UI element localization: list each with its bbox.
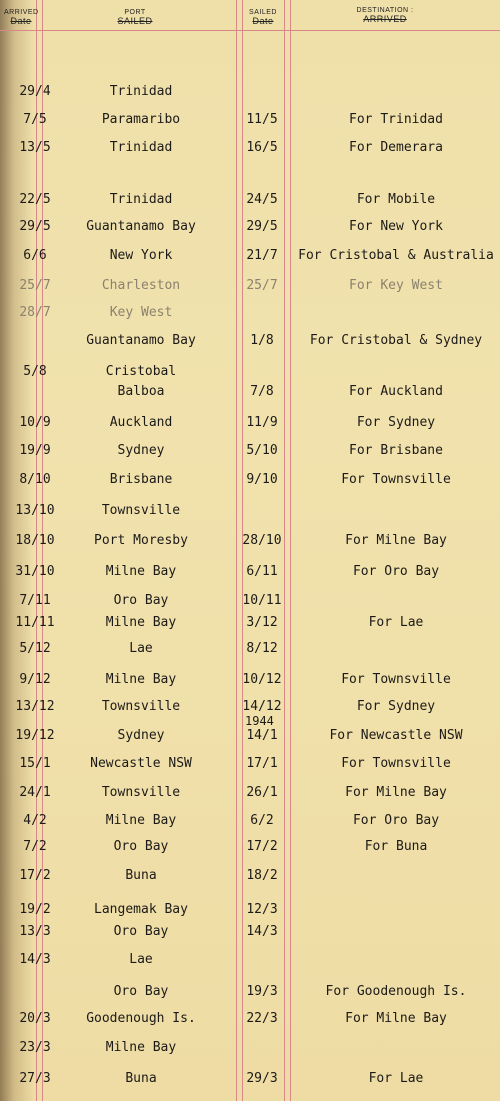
sailed-date: 11/9 bbox=[246, 415, 278, 430]
arrived-date: 10/9 bbox=[19, 415, 51, 430]
sailed-date: 14/1 bbox=[246, 728, 278, 743]
ledger-row bbox=[0, 813, 500, 831]
arrived-date: 7/11 bbox=[19, 593, 51, 608]
port-name: Townsville bbox=[101, 699, 181, 714]
sailed-date: 11/5 bbox=[246, 112, 278, 127]
destination: For Demerara bbox=[349, 140, 443, 155]
sailed-date: 26/1 bbox=[246, 785, 278, 800]
ledger-row bbox=[0, 902, 500, 920]
ledger-row bbox=[0, 1011, 500, 1029]
ledger-row bbox=[0, 443, 500, 461]
ledger-row bbox=[0, 364, 500, 382]
arrived-date: 13/5 bbox=[19, 140, 51, 155]
arrived-date: 7/2 bbox=[23, 839, 47, 854]
sailed-date: 5/10 bbox=[246, 443, 278, 458]
destination: For Newcastle NSW bbox=[329, 728, 463, 743]
arrived-date: 13/3 bbox=[19, 924, 51, 939]
destination: For Lae bbox=[368, 615, 424, 630]
ledger-row bbox=[0, 384, 500, 402]
ledger-row bbox=[0, 728, 500, 746]
sailed-date: 14/3 bbox=[246, 924, 278, 939]
port-name: Oro Bay bbox=[113, 924, 169, 939]
destination: For Oro Bay bbox=[352, 564, 440, 579]
arrived-date: 11/11 bbox=[15, 615, 55, 630]
sailed-date: 29/3 bbox=[246, 1071, 278, 1086]
ledger-row bbox=[0, 672, 500, 690]
arrived-date: 5/12 bbox=[19, 641, 51, 656]
arrived-date: 17/2 bbox=[19, 868, 51, 883]
destination: For Mobile bbox=[356, 192, 436, 207]
arrived-date: 28/7 bbox=[19, 305, 51, 320]
sailed-date: 19/3 bbox=[246, 984, 278, 999]
ledger-row bbox=[0, 1071, 500, 1089]
port-name: New York bbox=[109, 248, 173, 263]
arrived-date: 29/4 bbox=[19, 84, 51, 99]
ledger-row bbox=[0, 472, 500, 490]
arrived-date: 9/12 bbox=[19, 672, 51, 687]
ledger-row bbox=[0, 305, 500, 323]
arrived-date: 31/10 bbox=[15, 564, 55, 579]
ledger-row bbox=[0, 839, 500, 857]
destination: For Cristobal & Australia bbox=[298, 248, 494, 263]
port-name: Goodenough Is. bbox=[86, 1011, 196, 1026]
port-name: Guantanamo Bay bbox=[86, 333, 196, 348]
arrived-date: 19/9 bbox=[19, 443, 51, 458]
port-name: Milne Bay bbox=[105, 564, 177, 579]
header-sailed-struck: SAILED bbox=[117, 16, 153, 26]
arrived-date: 25/7 bbox=[19, 278, 51, 293]
destination: For Buna bbox=[364, 839, 428, 854]
arrived-date: 29/5 bbox=[19, 219, 51, 234]
ledger-row bbox=[0, 333, 500, 351]
sailed-date: 14/12 bbox=[242, 699, 282, 714]
port-name: Oro Bay bbox=[113, 593, 169, 608]
sailed-date: 12/3 bbox=[246, 902, 278, 917]
sailed-date: 7/8 bbox=[250, 384, 274, 399]
header-sailed bbox=[243, 8, 283, 26]
header-arrived bbox=[4, 8, 38, 26]
header-port-label: PORT bbox=[124, 9, 146, 16]
destination: For Oro Bay bbox=[352, 813, 440, 828]
ledger-row bbox=[0, 192, 500, 210]
arrived-date: 22/5 bbox=[19, 192, 51, 207]
port-name: Sydney bbox=[117, 443, 165, 458]
destination: For Key West bbox=[349, 278, 443, 293]
destination: For Milne Bay bbox=[345, 1011, 447, 1026]
arrived-date: 14/3 bbox=[19, 952, 51, 967]
sailed-date: 17/1 bbox=[246, 756, 278, 771]
ledger-row bbox=[0, 140, 500, 158]
destination: For Townsville bbox=[341, 672, 451, 687]
destination: For Lae bbox=[368, 1071, 424, 1086]
port-name: Auckland bbox=[109, 415, 173, 430]
arrived-date: 23/3 bbox=[19, 1040, 51, 1055]
ledger-row bbox=[0, 952, 500, 970]
ledger-row bbox=[0, 924, 500, 942]
destination: For Trinidad bbox=[349, 112, 443, 127]
sailed-date: 18/2 bbox=[246, 868, 278, 883]
ledger-row bbox=[0, 84, 500, 102]
ledger-row bbox=[0, 533, 500, 551]
port-name: Lae bbox=[129, 952, 153, 967]
sailed-date: 9/10 bbox=[246, 472, 278, 487]
port-name: Townsville bbox=[101, 503, 181, 518]
port-name: Milne Bay bbox=[105, 615, 177, 630]
port-name: Guantanamo Bay bbox=[86, 219, 196, 234]
port-name: Cristobal bbox=[105, 364, 177, 379]
sailed-date: 28/10 bbox=[242, 533, 282, 548]
ledger-row bbox=[0, 641, 500, 659]
arrived-date: 18/10 bbox=[15, 533, 55, 548]
port-name: Lae bbox=[129, 641, 153, 656]
port-name: Buna bbox=[125, 1071, 157, 1086]
arrived-date: 13/12 bbox=[15, 699, 55, 714]
year-note: 1944 bbox=[245, 714, 274, 728]
ledger-row bbox=[0, 699, 500, 717]
ledger-row bbox=[0, 756, 500, 774]
ledger-row bbox=[0, 248, 500, 266]
sailed-date: 10/11 bbox=[242, 593, 282, 608]
port-name: Port Moresby bbox=[94, 533, 188, 548]
arrived-date: 20/3 bbox=[19, 1011, 51, 1026]
port-name: Sydney bbox=[117, 728, 165, 743]
arrived-date: 7/5 bbox=[23, 112, 47, 127]
sailed-date: 17/2 bbox=[246, 839, 278, 854]
port-name: Key West bbox=[109, 305, 173, 320]
header-arrived-struck: ARRIVED bbox=[363, 14, 407, 24]
port-name: Milne Bay bbox=[105, 1040, 177, 1055]
destination: For New York bbox=[349, 219, 443, 234]
arrived-date: 5/8 bbox=[23, 364, 47, 379]
arrived-date: 8/10 bbox=[19, 472, 51, 487]
port-name: Trinidad bbox=[109, 84, 173, 99]
port-name: Paramaribo bbox=[101, 112, 181, 127]
header-sailed-label: SAILED bbox=[249, 9, 277, 16]
destination: For Townsville bbox=[341, 472, 451, 487]
sailed-date: 10/12 bbox=[242, 672, 282, 687]
arrived-date: 19/12 bbox=[15, 728, 55, 743]
arrived-date: 13/10 bbox=[15, 503, 55, 518]
sailed-date: 16/5 bbox=[246, 140, 278, 155]
port-name: Trinidad bbox=[109, 140, 173, 155]
sailed-date: 21/7 bbox=[246, 248, 278, 263]
sailed-date: 6/11 bbox=[246, 564, 278, 579]
ledger-row bbox=[0, 503, 500, 521]
destination: For Auckland bbox=[349, 384, 443, 399]
ledger-row bbox=[0, 785, 500, 803]
port-name: Charleston bbox=[101, 278, 181, 293]
port-name: Oro Bay bbox=[113, 984, 169, 999]
destination: For Milne Bay bbox=[345, 533, 447, 548]
sailed-date: 8/12 bbox=[246, 641, 278, 656]
destination: For Goodenough Is. bbox=[325, 984, 467, 999]
ledger-row bbox=[0, 219, 500, 237]
arrived-date: 24/1 bbox=[19, 785, 51, 800]
sailed-date: 25/7 bbox=[246, 278, 278, 293]
destination: For Sydney bbox=[356, 415, 436, 430]
header-destination-label: DESTINATION : bbox=[356, 7, 414, 14]
sailed-date: 29/5 bbox=[246, 219, 278, 234]
port-name: Langemak Bay bbox=[94, 902, 188, 917]
port-name: Brisbane bbox=[109, 472, 173, 487]
sailed-date: 22/3 bbox=[246, 1011, 278, 1026]
port-name: Trinidad bbox=[109, 192, 173, 207]
arrived-date: 27/3 bbox=[19, 1071, 51, 1086]
arrived-date: 19/2 bbox=[19, 902, 51, 917]
port-name: Milne Bay bbox=[105, 813, 177, 828]
ledger-row bbox=[0, 415, 500, 433]
ledger-row bbox=[0, 564, 500, 582]
header-arrived-label: ARRIVED bbox=[4, 9, 39, 16]
column-header bbox=[0, 0, 500, 31]
destination: For Townsville bbox=[341, 756, 451, 771]
sailed-date: 6/2 bbox=[250, 813, 274, 828]
port-name: Balboa bbox=[117, 384, 165, 399]
sailed-date: 1/8 bbox=[250, 333, 274, 348]
port-name: Buna bbox=[125, 868, 157, 883]
header-date-right: Date bbox=[252, 16, 274, 26]
sailed-date: 24/5 bbox=[246, 192, 278, 207]
ledger-row bbox=[0, 593, 500, 611]
ledger-row bbox=[0, 1040, 500, 1058]
port-name: Milne Bay bbox=[105, 672, 177, 687]
port-name: Oro Bay bbox=[113, 839, 169, 854]
port-name: Newcastle NSW bbox=[90, 756, 192, 771]
header-date-left: Date bbox=[10, 16, 32, 26]
header-destination bbox=[330, 6, 440, 24]
destination: For Cristobal & Sydney bbox=[309, 333, 483, 348]
ledger-row bbox=[0, 278, 500, 296]
arrived-date: 4/2 bbox=[23, 813, 47, 828]
destination: For Milne Bay bbox=[345, 785, 447, 800]
sailed-date: 3/12 bbox=[246, 615, 278, 630]
port-name: Townsville bbox=[101, 785, 181, 800]
ledger-row bbox=[0, 112, 500, 130]
header-port bbox=[90, 8, 180, 26]
destination: For Sydney bbox=[356, 699, 436, 714]
arrived-date: 15/1 bbox=[19, 756, 51, 771]
ledger-row bbox=[0, 868, 500, 886]
arrived-date: 6/6 bbox=[23, 248, 47, 263]
destination: For Brisbane bbox=[349, 443, 443, 458]
ledger-row bbox=[0, 615, 500, 633]
ledger-row bbox=[0, 984, 500, 1002]
